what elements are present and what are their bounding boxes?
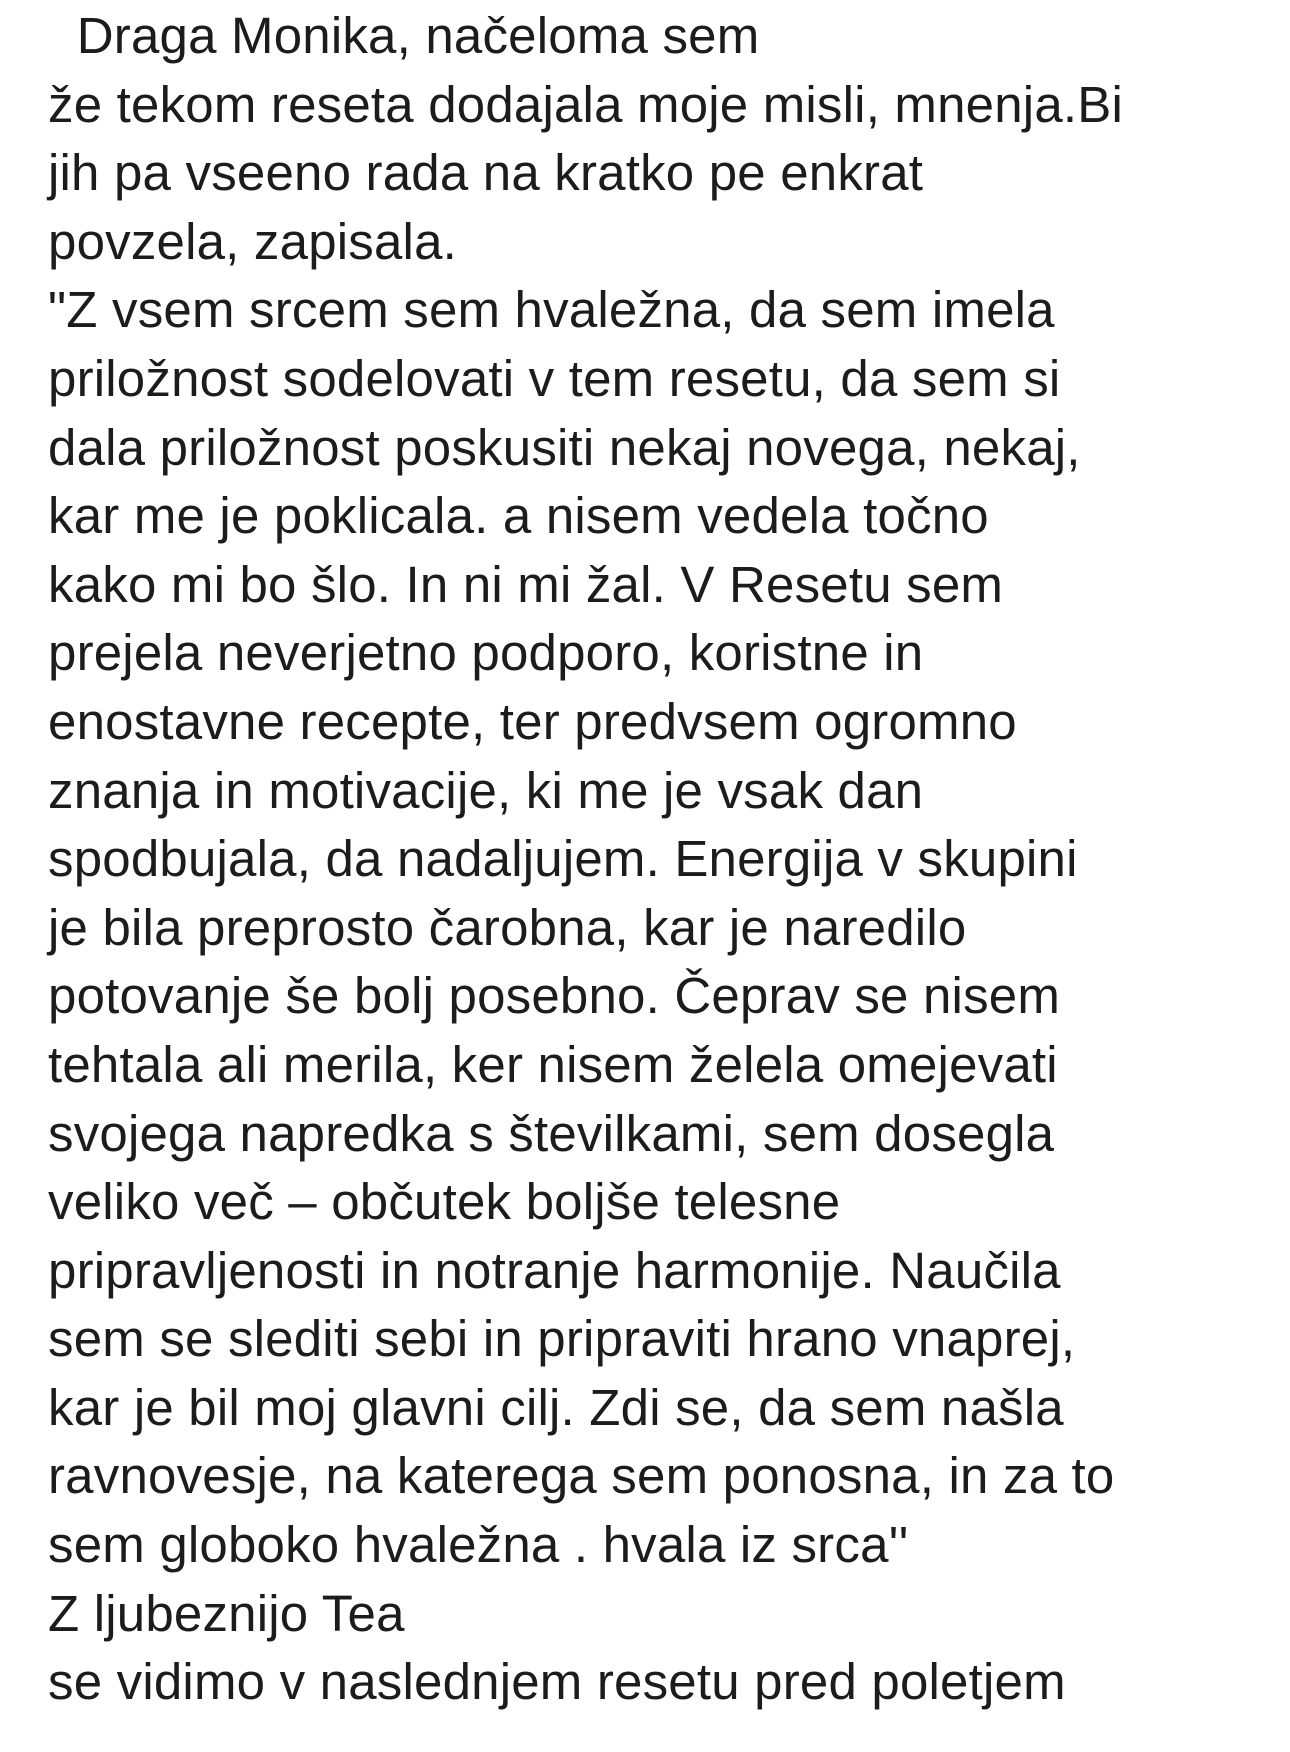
message-line: se vidimo v naslednjem resetu pred poletjem (48, 1653, 1066, 1711)
message-line: dala priložnost poskusiti nekaj novega, nekaj, (48, 418, 1081, 476)
message-line: jih pa vseeno rada na kratko pe enkrat (48, 144, 924, 202)
message-line: "Z vsem srcem sem hvaležna, da sem imela (48, 281, 1055, 339)
message-body (48, 2, 1288, 1717)
message-line: tehtala ali merila, ker nisem želela omejevati (48, 1035, 1058, 1093)
message-line: svojega napredka s številkami, sem dosegla (48, 1104, 1055, 1162)
message-line: veliko več – občutek boljše telesne (48, 1173, 841, 1231)
message-line: ravnovesje, na katerega sem ponosna, in za to (48, 1447, 1115, 1505)
message-line: spodbujala, da nadaljujem. Energija v skupini (48, 830, 1078, 888)
message-line: sem se slediti sebi in pripraviti hrano vnaprej, (48, 1310, 1076, 1368)
message-line: kar me je poklicala. a nisem vedela točno (48, 487, 989, 545)
message-line: kar je bil moj glavni cilj. Zdi se, da sem našla (48, 1378, 1064, 1436)
message-line: Draga Monika, načeloma sem (48, 7, 760, 64)
message-line: pripravljenosti in notranje harmonije. Naučila (48, 1241, 1061, 1299)
message-line: kako mi bo šlo. In ni mi žal. V Resetu sem (48, 555, 1004, 613)
message-line: znanja in motivacije, ki me je vsak dan (48, 761, 924, 819)
message-line: sem globoko hvaležna . hvala iz srca'' (48, 1516, 909, 1574)
message-line: že tekom reseta dodajala moje misli, mnenja.Bi (48, 75, 1124, 133)
message-line: povzela, zapisala. (48, 212, 458, 270)
message-line: enostavne recepte, ter predvsem ogromno (48, 692, 1017, 750)
message-line: je bila preprosto čarobna, kar je naredilo (48, 898, 967, 956)
message-line: Z ljubeznijo Tea (48, 1584, 405, 1642)
message-line: potovanje še bolj posebno. Čeprav se nisem (48, 967, 1061, 1025)
message-line: prejela neverjetno podporo, koristne in (48, 624, 924, 682)
message-line: priložnost sodelovati v tem resetu, da sem si (48, 349, 1061, 407)
